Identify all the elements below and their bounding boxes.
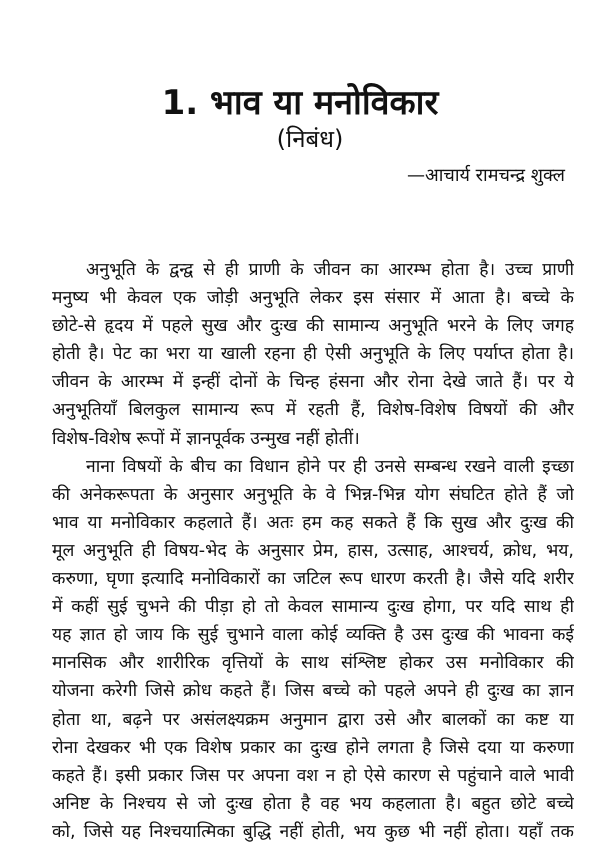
text-line: अनुभूतियाँ बिलकुल सामान्य रूप में रहती हैं, विशेष-विशेष विषयों की और xyxy=(52,400,574,421)
text-line: जीवन के आरम्भ में इन्हीं दोनों के चिन्ह हंसना और रोना देखे जाते हैं। पर ये xyxy=(52,372,574,393)
text-line: योजना करेगी जिसे क्रोध कहते हैं। जिस बच्चे को पहले अपने ही दुःख का ज्ञान xyxy=(52,681,574,702)
text-line: में कहीं सुई चुभने की पीड़ा हो तो केवल सामान्य दुःख होगा, पर यदि साथ ही xyxy=(52,597,574,618)
text-line: विशेष-विशेष रूपों में ज्ञानपूर्वक उन्मुख नहीं होतीं। xyxy=(52,428,360,449)
text-line: यह ज्ञात हो जाय कि सुई चुभाने वाला कोई व्यक्ति है उस दुःख की भावना कई xyxy=(52,625,574,646)
text-line: रोना देखकर भी एक विशेष प्रकार का दुःख होने लगता है जिसे दया या करुणा xyxy=(52,737,574,758)
text-line: मनुष्य भी केवल एक जोड़ी अनुभूति लेकर इस संसार में आता है। बच्चे के xyxy=(52,288,574,309)
text-line: छोटे-से हृदय में पहले सुख और दुःख की सामान्य अनुभूति भरने के लिए जगह xyxy=(52,316,574,337)
text-line: अनिष्ट के निश्चय से जो दुःख होता है वह भय कहलाता है। बहुत छोटे बच्चे xyxy=(52,793,574,814)
text-line: की अनेकरूपता के अनुसार अनुभूति के वे भिन्न-भिन्न योग संघटित होते हैं जो xyxy=(52,484,574,505)
chapter-title: 1. भाव या मनोविकार xyxy=(161,83,439,123)
text-line: मूल अनुभूति ही विषय-भेद के अनुसार प्रेम, हास, उत्साह, आश्चर्य, क्रोध, भय, xyxy=(52,540,574,561)
text-line: करुणा, घृणा इत्यादि मनोविकारों का जटिल रूप धारण करती है। जैसे यदि शरीर xyxy=(52,569,574,590)
text-line: नाना विषयों के बीच का विधान होने पर ही उनसे सम्बन्ध रखने वाली इच्छा xyxy=(86,456,574,477)
text-line: मानसिक और शारीरिक वृत्तियों के साथ संश्लिष्ट होकर उस मनोविकार की xyxy=(52,653,574,674)
text-line: होती है। पेट का भरा या खाली रहना ही ऐसी अनुभूति के लिए पर्याप्त होता है। xyxy=(52,344,574,365)
text-line: होता था, बढ़ने पर असंलक्ष्यक्रम अनुमान द्वारा उसे और बालकों का कष्ट या xyxy=(52,709,574,730)
text-line: कहते हैं। इसी प्रकार जिस पर अपना वश न हो ऐसे कारण से पहुंचाने वाले भावी xyxy=(52,765,574,786)
text-line: को, जिसे यह निश्चयात्मिका बुद्धि नहीं होती, भय कुछ भी नहीं होता। यहाँ तक xyxy=(52,821,574,842)
author-name: —आचार्य रामचन्द्र शुक्ल xyxy=(407,165,565,186)
text-line: अनुभूति के द्वन्द्व से ही प्राणी के जीवन का आरम्भ होता है। उच्च प्राणी xyxy=(86,260,574,280)
text-line: भाव या मनोविकार कहलाते हैं। अतः हम कह सकते हैं कि सुख और दुःख की xyxy=(52,512,574,533)
body-text xyxy=(52,256,574,846)
chapter-subtitle: (निबंध) xyxy=(276,125,344,153)
